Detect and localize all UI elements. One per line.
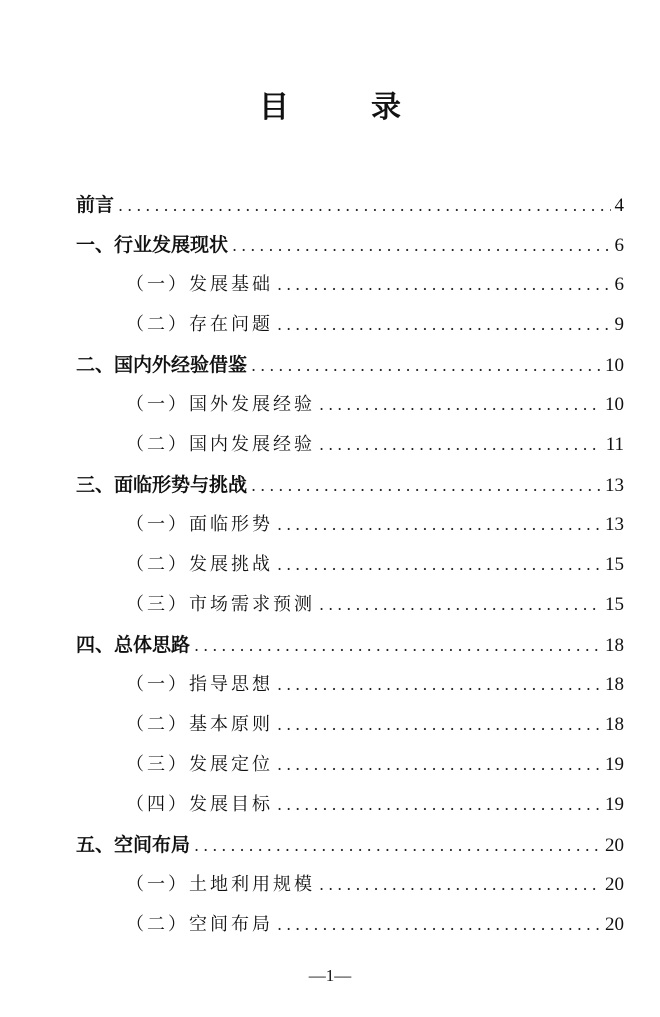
toc-entry-label: （一）指导思想 — [126, 674, 273, 695]
dot-leader — [277, 305, 611, 345]
dot-leader — [319, 385, 601, 425]
dot-leader — [277, 505, 601, 545]
toc-page-number: 10 — [605, 355, 624, 376]
dot-leader — [194, 826, 601, 866]
toc-page-number: 11 — [605, 434, 624, 455]
dot-leader — [118, 186, 610, 226]
dot-leader — [277, 665, 601, 705]
toc-entry-preface[interactable] — [76, 185, 624, 225]
toc-page-number: 10 — [605, 394, 624, 415]
dot-leader — [277, 705, 601, 745]
toc-page-number: 18 — [605, 714, 624, 735]
toc-page-number: 4 — [614, 195, 624, 216]
toc-entry-chapter-1[interactable] — [76, 225, 624, 265]
toc-entry-section-4-3[interactable] — [76, 745, 624, 785]
toc-entry-section-3-3[interactable] — [76, 585, 624, 625]
dot-leader — [277, 785, 601, 825]
toc-page-number: 13 — [605, 475, 624, 496]
page-number-footer: —1— — [308, 966, 352, 985]
toc-page-number: 18 — [605, 674, 624, 695]
toc-entry-chapter-2[interactable] — [76, 345, 624, 385]
toc-entry-label: （三）市场需求预测 — [126, 594, 315, 615]
toc-entry-chapter-3[interactable] — [76, 465, 624, 505]
toc-page-number: 15 — [605, 554, 624, 575]
toc-entry-label: 前言 — [76, 194, 115, 216]
toc-page-number: 6 — [614, 235, 624, 256]
toc-entry-section-2-2[interactable] — [76, 425, 624, 465]
toc-entry-label: （一）土地利用规模 — [126, 874, 315, 895]
dot-leader — [277, 545, 601, 585]
dot-leader — [251, 466, 601, 506]
dot-leader — [277, 265, 611, 305]
toc-entry-label: （二）空间布局 — [126, 914, 273, 935]
toc-page-number: 13 — [605, 514, 624, 535]
dot-leader — [277, 745, 601, 785]
dot-leader — [194, 626, 601, 666]
toc-entry-label: （一）面临形势 — [126, 514, 273, 535]
toc-entry-section-2-1[interactable] — [76, 385, 624, 425]
toc-entry-label: （二）基本原则 — [126, 714, 273, 735]
toc-entry-label: （四）发展目标 — [126, 794, 273, 815]
document-title: 目 录 — [259, 90, 427, 125]
toc-entry-label: （一）发展基础 — [126, 274, 273, 295]
toc-page-number: 20 — [605, 835, 624, 856]
toc-entry-label: （二）发展挑战 — [126, 554, 273, 575]
toc-entry-section-3-2[interactable] — [76, 545, 624, 585]
dot-leader — [319, 425, 602, 465]
toc-entry-section-5-2[interactable] — [76, 905, 624, 945]
toc-entry-label: 五、空间布局 — [76, 834, 191, 856]
toc-entry-section-4-4[interactable] — [76, 785, 624, 825]
toc-page-number: 19 — [605, 794, 624, 815]
toc-entry-chapter-5[interactable] — [76, 825, 624, 865]
toc-entry-label: （三）发展定位 — [126, 754, 273, 775]
toc-page-number: 15 — [605, 594, 624, 615]
toc-entry-chapter-4[interactable] — [76, 625, 624, 665]
toc-page-number: 19 — [605, 754, 624, 775]
toc-entry-label: 一、行业发展现状 — [76, 234, 229, 256]
dot-leader — [319, 585, 601, 625]
toc-page-number: 20 — [605, 914, 624, 935]
dot-leader — [277, 905, 601, 945]
toc-entry-section-1-2[interactable] — [76, 305, 624, 345]
dot-leader — [232, 226, 610, 266]
toc-entry-section-3-1[interactable] — [76, 505, 624, 545]
toc-page-number: 6 — [614, 274, 624, 295]
toc-entry-label: （二）存在问题 — [126, 314, 273, 335]
toc-entry-label: 四、总体思路 — [76, 634, 191, 656]
toc-entry-section-1-1[interactable] — [76, 265, 624, 305]
dot-leader — [251, 346, 601, 386]
toc-entry-label: 二、国内外经验借鉴 — [76, 354, 248, 376]
toc-page-number: 20 — [605, 874, 624, 895]
toc-entry-section-4-1[interactable] — [76, 665, 624, 705]
toc-entry-label: 三、面临形势与挑战 — [76, 474, 248, 496]
toc-entry-section-5-1[interactable] — [76, 865, 624, 905]
toc-entry-section-4-2[interactable] — [76, 705, 624, 745]
dot-leader — [319, 865, 601, 905]
table-of-contents — [76, 185, 624, 945]
toc-page-number: 9 — [614, 314, 624, 335]
toc-page-number: 18 — [605, 635, 624, 656]
toc-entry-label: （一）国外发展经验 — [126, 394, 315, 415]
toc-entry-label: （二）国内发展经验 — [126, 434, 315, 455]
